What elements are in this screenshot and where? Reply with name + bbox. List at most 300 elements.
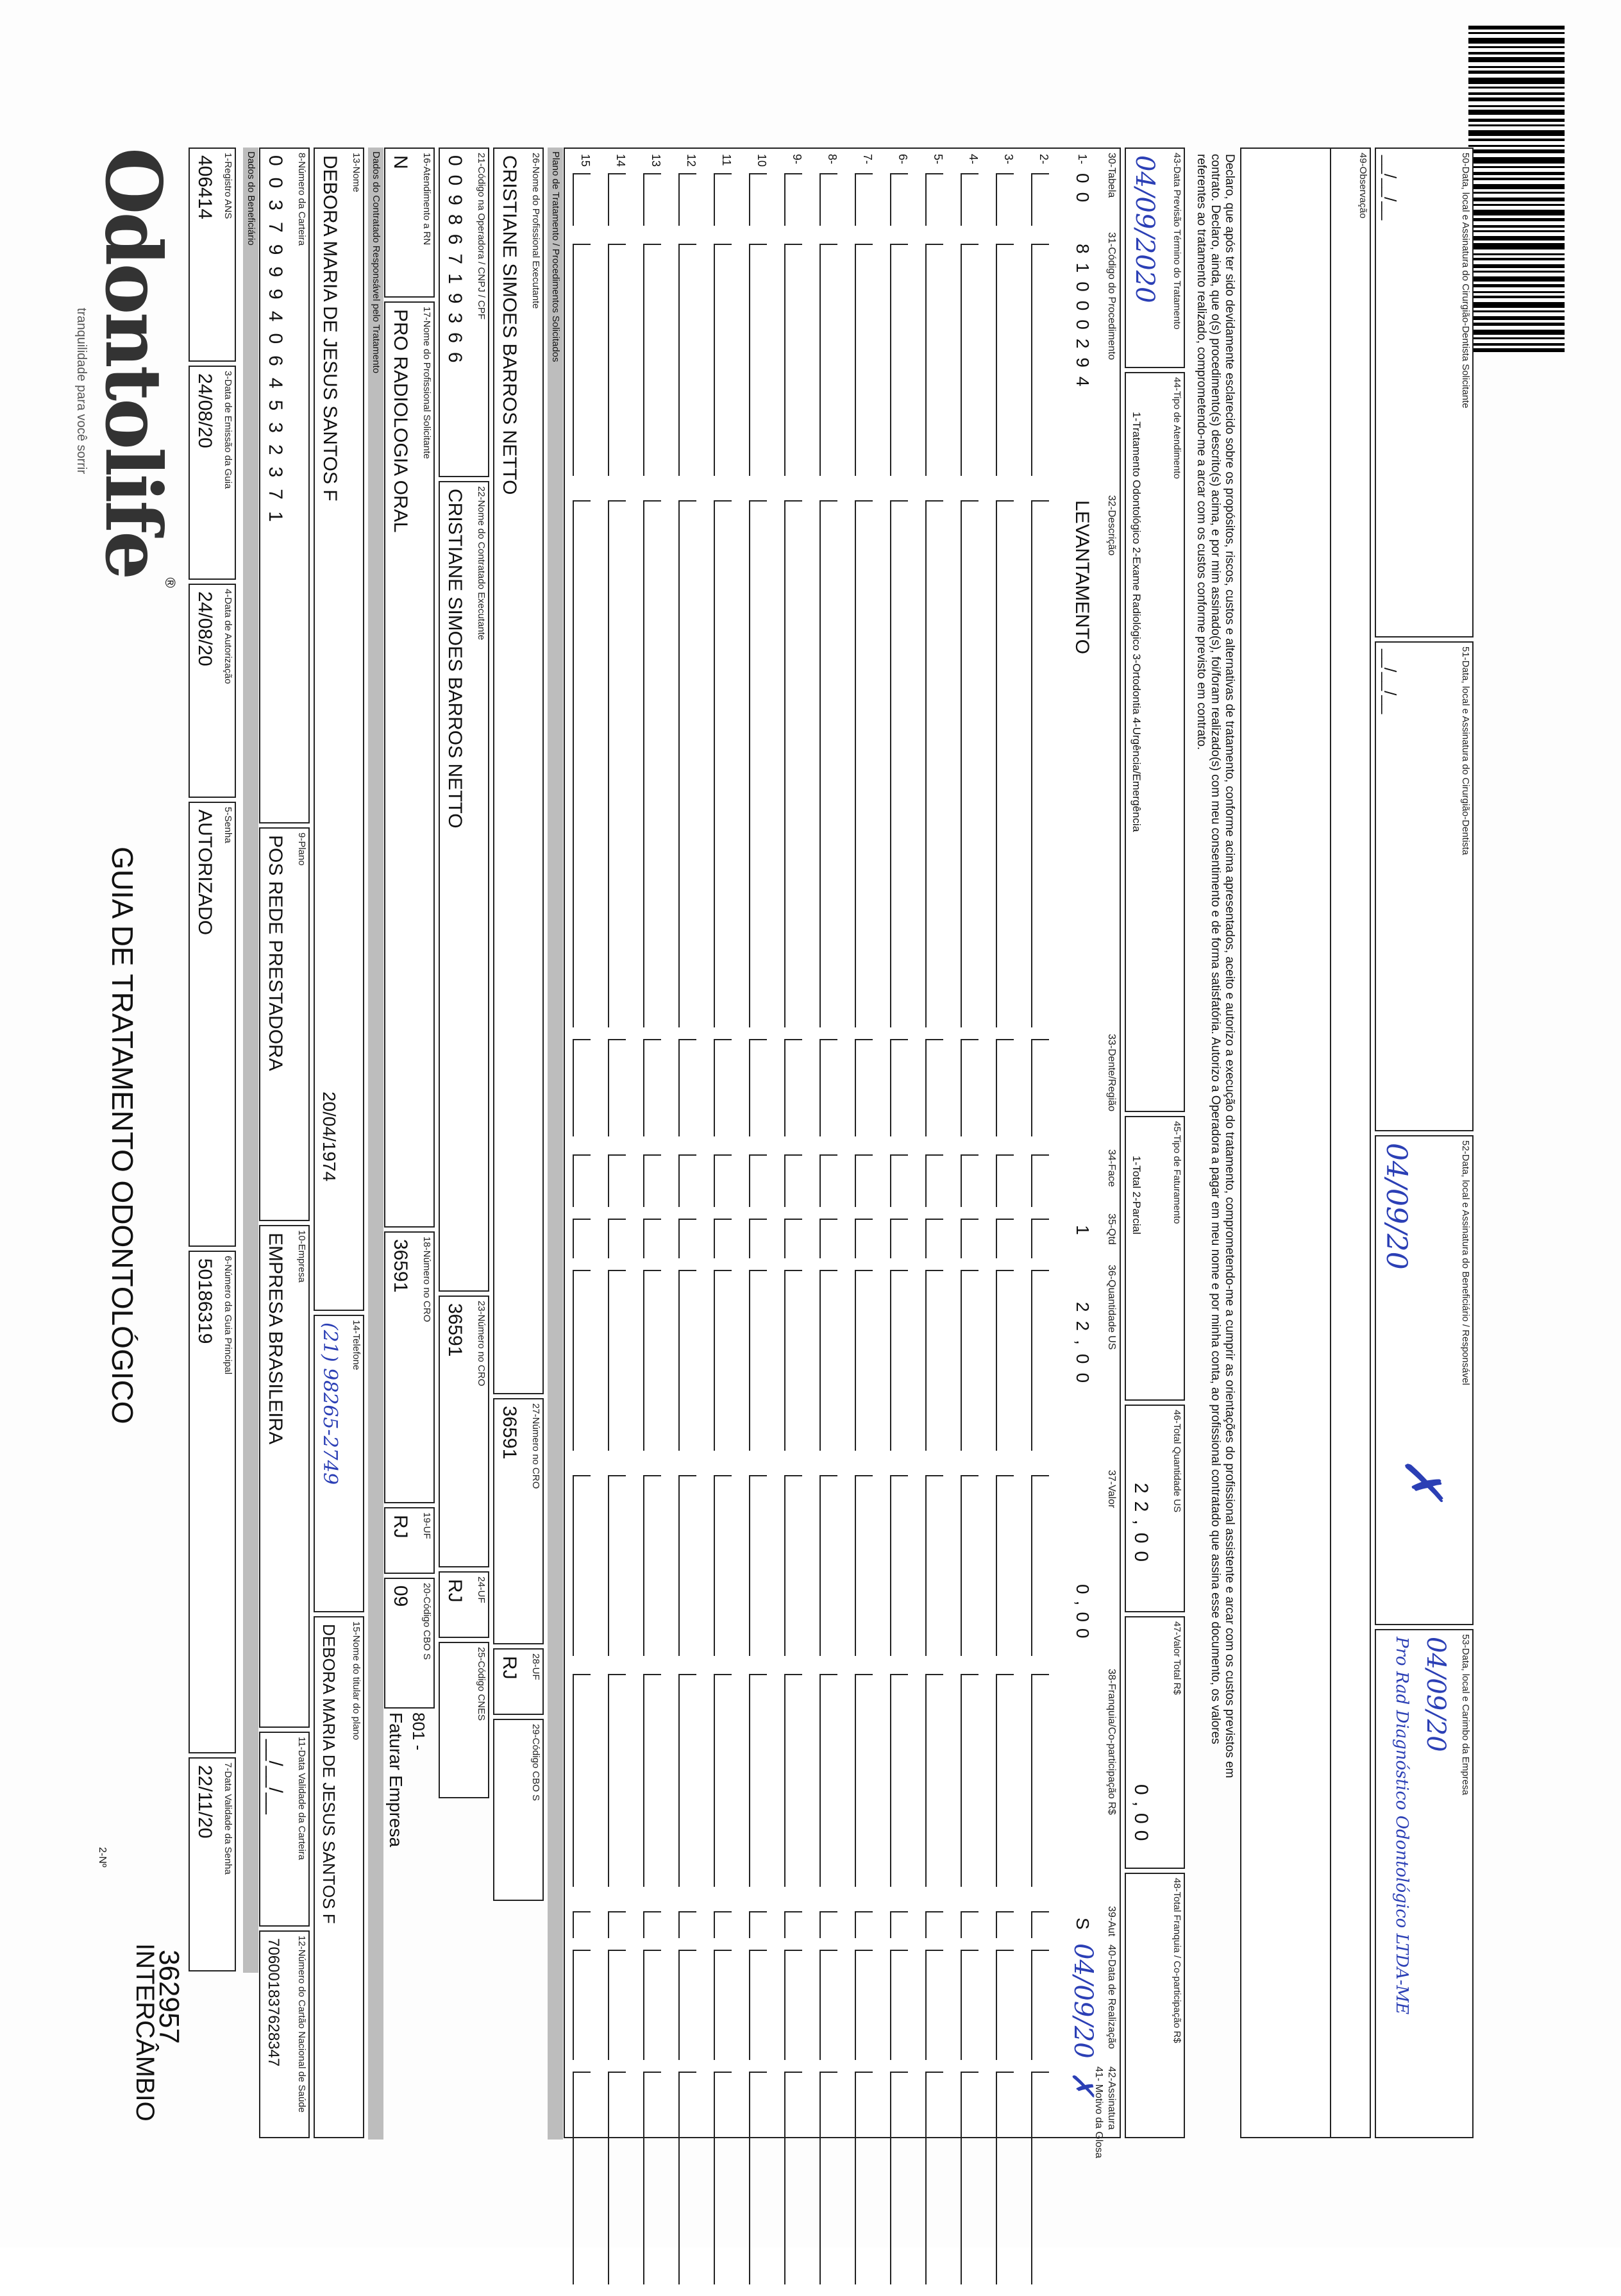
- field-15-titular: [314, 1616, 364, 2138]
- row-number: 13: [650, 154, 662, 167]
- field-value: 406414: [194, 155, 215, 220]
- beneficiary-signature: ✗: [1393, 1457, 1453, 1501]
- row-cell: [1031, 244, 1049, 476]
- field-12-cartao-nacional: [259, 1930, 310, 2138]
- row-cell: [819, 1911, 837, 1938]
- row-number: 14: [614, 154, 627, 167]
- row-cell: [819, 500, 837, 1027]
- field-label: 10-Empresa: [296, 1230, 307, 1283]
- row-cell: [643, 1475, 661, 1656]
- section-beneficiario: Dados do Beneficiário: [243, 148, 258, 1973]
- row-cell: [925, 1950, 943, 2060]
- field-label: 1-Registro ANS: [223, 153, 233, 219]
- row-cell: [608, 1270, 626, 1451]
- row-number: 5-: [932, 154, 945, 165]
- row-cell: [643, 1950, 661, 2060]
- row-cell: [608, 2072, 626, 2284]
- row-cell: [749, 244, 767, 476]
- row-cell: [714, 173, 732, 226]
- field-44-tipo-atendimento: [1125, 372, 1185, 1112]
- registered-mark: ®: [162, 577, 178, 588]
- field-label: 18-Número no CRO: [421, 1237, 432, 1322]
- col-39-aut: 39-Aut: [1106, 1906, 1117, 1937]
- procedure-row-empty: [953, 154, 991, 2296]
- row-cell: [961, 1674, 978, 1887]
- form-number-label: 2-Nº: [97, 1847, 108, 1868]
- procedures-table: [564, 148, 1121, 2159]
- row-cell: [714, 500, 732, 1027]
- row-cell: [925, 500, 943, 1027]
- col-34-face: 34-Face: [1106, 1149, 1117, 1187]
- row-cell: [678, 1674, 696, 1887]
- row-cell: [961, 244, 978, 476]
- row-cell: [573, 1154, 591, 1207]
- row-cell: [925, 1219, 943, 1258]
- form-title: GUIA DE TRATAMENTO ODONTOLÓGICO: [106, 847, 139, 1424]
- field-label: 22-Nome do Contratado Executante: [476, 486, 487, 641]
- field-options: 1-Tratamento Odontológico 2-Exame Radiológico 3-Ortodontia 4-Urgência/Emergência: [1130, 412, 1143, 832]
- row-cell: [890, 1219, 908, 1258]
- row-number: 1-: [1076, 154, 1089, 165]
- row-cell: [784, 1154, 802, 1207]
- row-cell: [749, 1270, 767, 1451]
- row-cell: [608, 500, 626, 1027]
- logo-text: Odontolife: [88, 148, 178, 578]
- declaration-text: [1194, 154, 1236, 2283]
- field-value: 09: [390, 1585, 411, 1607]
- row-cell: [678, 1911, 696, 1938]
- row-cell: [890, 1475, 908, 1656]
- row-cell: [855, 1039, 873, 1136]
- field-label: 50-Data, local e Assinatura do Cirurgião-Dentista Solicitante: [1460, 153, 1471, 409]
- col-31-codigo: 31-Código do Procedimento: [1106, 232, 1117, 360]
- row-cell: [714, 1219, 732, 1258]
- row-cell: [819, 1475, 837, 1656]
- row-cell: [749, 1475, 767, 1656]
- row-cell: [855, 244, 873, 476]
- row-cell: [819, 2072, 837, 2284]
- row-cell: [678, 1039, 696, 1136]
- row-cell: [890, 1039, 908, 1136]
- row-cell: [996, 1674, 1014, 1887]
- field-options: 1-Total 2-Parcial: [1130, 1156, 1143, 1235]
- row-cell: [890, 1674, 908, 1887]
- col-30-tabela: 30-Tabela: [1106, 153, 1117, 198]
- row-cell: [855, 1950, 873, 2060]
- procedure-row-empty: [882, 154, 921, 2296]
- field-value: CRISTIANE SIMOES BARROS NETTO: [499, 155, 520, 495]
- row-cell: [784, 244, 802, 476]
- billing-note: Faturar Empresa: [386, 1712, 406, 1848]
- row-cell: [678, 173, 696, 226]
- field-6-guia-principal: [189, 1251, 236, 1753]
- row-cell: [784, 2072, 802, 2284]
- field-label: 19-UF: [421, 1512, 432, 1539]
- row-cell: [855, 1475, 873, 1656]
- field-label: 49-Observação: [1357, 153, 1368, 219]
- row-cell: [925, 1154, 943, 1207]
- row-cell: [573, 244, 591, 476]
- declaration-line-2: contrato. Declaro, ainda, que o(s) procedimento(s) descrito(s) acima, e por mim assinado(s), foi/foram realizado(s) com meu consentimento e de forma satisfatória. Autorizo a Operadora a pagar em meu nome e por minha conta, ao profissional contratado que assina esse documento, os valores: [1209, 154, 1222, 1744]
- row-cell: [573, 1270, 591, 1451]
- field-17-solicitante: [384, 301, 435, 1228]
- field-9-plano: [259, 827, 310, 1221]
- row-number: 4-: [967, 154, 980, 165]
- field-value: 36591: [444, 1303, 466, 1357]
- row-cell: [961, 1911, 978, 1938]
- row-cell: [608, 173, 626, 226]
- row-cell: [678, 1950, 696, 2060]
- row-cell: [961, 1950, 978, 2060]
- row-cell: [643, 173, 661, 226]
- col-40-data: 40-Data de Realização: [1106, 1945, 1117, 2049]
- row-cell: [819, 1154, 837, 1207]
- field-16-rn: [384, 148, 435, 298]
- field-label: 47-Valor Total R$: [1172, 1621, 1182, 1695]
- declaration-line-3: referentes ao tratamento realizado, comprometendo-me a arcar com os custos conforme previsto em contrato.: [1195, 154, 1208, 750]
- field-7-validade-senha: [189, 1757, 236, 1971]
- row-cell: [784, 1674, 802, 1887]
- row-cell: [1031, 500, 1049, 1027]
- row-cell: [1031, 1950, 1049, 2060]
- row-cell: [1031, 1674, 1049, 1887]
- field-45-tipo-faturamento: [1125, 1116, 1185, 1401]
- row-cell: [608, 244, 626, 476]
- row-cell: [784, 500, 802, 1027]
- row-cell: [678, 1154, 696, 1207]
- row-cell: [573, 1674, 591, 1887]
- row-cell: [573, 500, 591, 1027]
- field-28-uf: [493, 1648, 544, 1715]
- field-11-validade-carteira: [259, 1732, 310, 1927]
- field-value: __/__/__: [265, 1739, 286, 1814]
- row-cell: [608, 1911, 626, 1938]
- row-code: 81000294: [1073, 244, 1093, 396]
- procedure-row-empty: [635, 154, 674, 2296]
- field-label: 45-Tipo de Faturamento: [1172, 1121, 1182, 1224]
- row-us: 22,00: [1073, 1302, 1093, 1392]
- procedure-row-empty: [565, 154, 603, 2296]
- row-cell: [749, 1674, 767, 1887]
- row-cell: [784, 1911, 802, 1938]
- field-43-previsao-termino: [1125, 148, 1185, 368]
- row-cell: [819, 1674, 837, 1887]
- procedure-row-empty: [741, 154, 780, 2296]
- field-label: 53-Data, local e Carimbo da Empresa: [1460, 1634, 1471, 1795]
- row-cell: [714, 244, 732, 476]
- field-50-assinatura-solicitante: [1375, 148, 1474, 637]
- row-cell: [714, 1270, 732, 1451]
- field-8-carteira: [259, 148, 310, 823]
- row-cell: [749, 173, 767, 226]
- row-cell: [1031, 1154, 1049, 1207]
- row-cell: [890, 173, 908, 226]
- row-value: 0,00: [1073, 1584, 1093, 1645]
- field-value: __/__/__: [1381, 155, 1400, 221]
- company-stamp: Pro Rad Diagnóstico Odontológico LTDA-ME: [1392, 1637, 1411, 2015]
- row-cell: [996, 1219, 1014, 1258]
- row-cell: [890, 500, 908, 1027]
- field-value: CRISTIANE SIMOES BARROS NETTO: [444, 489, 466, 829]
- row-cell: [890, 1950, 908, 2060]
- row-cell: [643, 1039, 661, 1136]
- row-cell: [961, 1154, 978, 1207]
- row-cell: [996, 1270, 1014, 1451]
- procedure-row-1: [1062, 154, 1100, 2296]
- row-cell: [784, 1950, 802, 2060]
- row-cell: [925, 2072, 943, 2284]
- row-cell: [608, 1475, 626, 1656]
- procedure-row-empty: [918, 154, 956, 2296]
- row-cell: [749, 1039, 767, 1136]
- col-33-dente: 33-Dente/Região: [1106, 1034, 1117, 1111]
- field-10-empresa: [259, 1225, 310, 1728]
- row-number: 2-: [1037, 154, 1050, 165]
- row-cell: [1031, 1911, 1049, 1938]
- row-cell: [855, 1154, 873, 1207]
- field-23-cro: [439, 1296, 489, 1567]
- field-13-nome: [314, 148, 364, 1311]
- field-label: 20-Código CBO S: [421, 1583, 432, 1660]
- field-22-contratado-executante: [439, 481, 489, 1292]
- row-cell: [996, 2072, 1014, 2284]
- field-20-cbo: [384, 1578, 435, 1709]
- field-value: 00379994064532371: [265, 155, 286, 534]
- row-cell: [855, 1219, 873, 1258]
- row-cell: [643, 244, 661, 476]
- section-contratado: Dados do Contratado Responsável pelo Tratamento: [368, 148, 383, 2140]
- row-cell: [1031, 2072, 1049, 2284]
- procedure-row-empty: [671, 154, 709, 2296]
- row-cell: [749, 500, 767, 1027]
- field-49-observacao: [1240, 148, 1371, 2138]
- field-label: 11-Data Validade da Carteira: [296, 1737, 307, 1861]
- row-cell: [996, 244, 1014, 476]
- field-label: 8-Número da Carteira: [296, 153, 307, 246]
- row-cell: [643, 1154, 661, 1207]
- row-number: 10: [755, 154, 768, 167]
- row-cell: [714, 1911, 732, 1938]
- field-29-cbo: [493, 1719, 544, 1901]
- row-cell: [890, 1154, 908, 1207]
- row-cell: [714, 1475, 732, 1656]
- row-cell: [678, 1219, 696, 1258]
- field-26-profissional-executante: [493, 148, 544, 1394]
- row-cell: [749, 1219, 767, 1258]
- row-cell: [714, 1039, 732, 1136]
- field-53-carimbo-empresa: [1375, 1629, 1474, 2138]
- field-label: 4-Data de Autorização: [223, 589, 233, 684]
- field-value: POS REDE PRESTADORA: [265, 835, 286, 1071]
- row-cell: [714, 1154, 732, 1207]
- row-cell: [925, 173, 943, 226]
- field-47-valor-total: [1125, 1616, 1185, 1869]
- field-value: RJ: [444, 1579, 466, 1603]
- row-signature: ✗: [1066, 2072, 1100, 2097]
- field-3-data-emissao: [189, 366, 236, 580]
- col-32-descricao: 32-Descrição: [1106, 495, 1117, 556]
- row-number: 6-: [896, 154, 909, 165]
- row-cell: [749, 2072, 767, 2284]
- row-cell: [1031, 173, 1049, 226]
- col-36-us: 36-Quantidade US: [1106, 1265, 1117, 1350]
- cbo-extra: 801 -: [409, 1712, 428, 1751]
- procedure-row-empty: [847, 154, 886, 2296]
- row-cell: [961, 2072, 978, 2284]
- row-cell: [573, 1219, 591, 1258]
- field-label: 52-Data, local e Assinatura do Beneficiário / Responsável: [1460, 1140, 1471, 1385]
- row-number: 3-: [1002, 154, 1015, 165]
- col-41-glosa: 41- Motivo da Glosa: [1093, 2066, 1104, 2159]
- col-37-valor: 37-Valor: [1106, 1470, 1117, 1508]
- row-cell: [996, 1911, 1014, 1938]
- field-5-senha: [189, 802, 236, 1247]
- row-cell: [996, 1039, 1014, 1136]
- procedure-row-empty: [777, 154, 815, 2296]
- row-cell: [643, 2072, 661, 2284]
- field-18-cro: [384, 1231, 435, 1503]
- field-value: 24/08/20: [194, 591, 215, 666]
- field-label: 9-Plano: [296, 832, 307, 866]
- row-cell: [608, 1039, 626, 1136]
- field-label: 23-Número no CRO: [476, 1301, 487, 1387]
- row-number: 8-: [826, 154, 839, 165]
- row-cell: [996, 173, 1014, 226]
- field-label: 7-Data Validade da Senha: [223, 1762, 233, 1875]
- row-cell: [573, 2072, 591, 2284]
- row-cell: [890, 1911, 908, 1938]
- field-value: RJ: [390, 1515, 411, 1539]
- row-number: 7-: [861, 154, 874, 165]
- row-cell: [784, 1475, 802, 1656]
- row-cell: [643, 1219, 661, 1258]
- row-number: 11: [720, 154, 733, 166]
- row-cell: [925, 1911, 943, 1938]
- birth-date: 20/04/1974: [319, 1092, 339, 1182]
- row-cell: [925, 1475, 943, 1656]
- row-cell: [714, 2072, 732, 2284]
- row-cell: [855, 2072, 873, 2284]
- row-cell: [961, 1219, 978, 1258]
- row-cell: [608, 1950, 626, 2060]
- row-cell: [749, 1911, 767, 1938]
- row-cell: [573, 1911, 591, 1938]
- field-label: 43-Data Previsão Término do Tratamento: [1172, 153, 1182, 330]
- field-label: 44-Tipo de Atendimento: [1172, 377, 1182, 479]
- field-4-data-autorizacao: [189, 584, 236, 798]
- row-cell: [925, 1674, 943, 1887]
- field-value: 04/09/2020: [1130, 155, 1159, 303]
- row-cell: [643, 1911, 661, 1938]
- field-27-cro: [493, 1398, 544, 1644]
- row-cell: [996, 1475, 1014, 1656]
- field-label: 51-Data, local e Assinatura do Cirurgião-Dentista: [1460, 646, 1471, 856]
- field-51-assinatura-dentista: [1375, 641, 1474, 1131]
- field-value: 0,00: [1130, 1784, 1152, 1848]
- field-25-cnes: [439, 1642, 489, 1798]
- row-cell: [749, 1154, 767, 1207]
- row-number: 12: [685, 154, 698, 167]
- field-value: DEBORA MARIA DE JESUS SANTOS F: [319, 1624, 339, 1924]
- guide-number: 362957: [153, 1950, 185, 2044]
- row-qty: 1: [1073, 1225, 1093, 1235]
- row-cell: [643, 500, 661, 1027]
- field-value: 24/08/20: [194, 373, 215, 448]
- field-label: 48-Total Franquia / Co-participação R$: [1172, 1878, 1182, 2043]
- brand-logo: [50, 148, 178, 588]
- field-value: 36591: [499, 1406, 520, 1460]
- row-cell: [996, 1950, 1014, 2060]
- procedure-row-empty: [1023, 154, 1062, 2296]
- row-cell: [784, 1270, 802, 1451]
- procedure-row-empty: [706, 154, 744, 2296]
- field-label: 27-Número no CRO: [530, 1403, 541, 1489]
- field-value: AUTORIZADO: [194, 809, 215, 936]
- declaration-line-1: Declaro, que após ter sido devidamente esclarecido sobre os propósitos, riscos, custos e alternativas de tratamento, conforme acima apresentados, aceito e autorizo a execução do tratamento, comprometendo-me a cumprir as orientações do profissional assistente e arcar com os custos previstos em: [1223, 154, 1236, 1778]
- row-cell: [714, 1674, 732, 1887]
- row-cell: [996, 500, 1014, 1027]
- field-value: 22/11/20: [194, 1765, 215, 1839]
- field-1-registro-ans: [189, 148, 236, 362]
- field-value: 36591: [390, 1239, 411, 1293]
- procedure-row-empty: [988, 154, 1027, 2296]
- field-label: 15-Nome do titular do plano: [351, 1621, 362, 1741]
- field-value: N: [390, 155, 411, 169]
- field-label: 14-Telefone: [351, 1320, 362, 1371]
- field-label: 26-Nome do Profissional Executante: [530, 153, 541, 309]
- row-cell: [961, 1475, 978, 1656]
- row-aut: S: [1073, 1918, 1093, 1930]
- row-number: 15: [579, 154, 592, 167]
- row-cell: [608, 1219, 626, 1258]
- field-label: 29-Código CBO S: [530, 1724, 541, 1802]
- row-cell: [573, 1039, 591, 1136]
- row-cell: [890, 2072, 908, 2284]
- field-value: 50186319: [194, 1258, 215, 1344]
- field-label: 46-Total Quantidade US: [1172, 1410, 1182, 1513]
- row-number: 9-: [791, 154, 803, 165]
- section-plano-tratamento: Plano de Tratamento / Procedimentos Solicitados: [548, 148, 563, 2140]
- row-cell: [1031, 1219, 1049, 1258]
- intercambio-label: INTERCÂMBIO: [131, 1943, 159, 2122]
- field-19-uf: [384, 1507, 435, 1574]
- row-cell: [784, 1219, 802, 1258]
- row-cell: [608, 1154, 626, 1207]
- row-cell: [996, 1154, 1014, 1207]
- row-cell: [819, 1039, 837, 1136]
- row-cell: [1031, 1475, 1049, 1656]
- row-cell: [855, 1911, 873, 1938]
- procedure-row-empty: [812, 154, 850, 2296]
- field-label: 21-Código na Operadora / CNPJ / CPF: [476, 153, 487, 320]
- row-cell: [890, 244, 908, 476]
- logo-slogan: tranquilidade para você sorrir: [74, 308, 88, 475]
- row-cell: [819, 1219, 837, 1258]
- row-cell: [819, 1270, 837, 1451]
- field-value: 04/09/20: [1421, 1637, 1450, 1752]
- field-label: 13-Nome: [351, 153, 362, 192]
- field-label: 6-Número da Guia Principal: [223, 1256, 233, 1375]
- row-cell: [573, 173, 591, 226]
- row-cell: [855, 173, 873, 226]
- field-value: 00986719366: [444, 155, 466, 372]
- field-value: DEBORA MARIA DE JESUS SANTOS F: [319, 155, 340, 502]
- field-label: 17-Nome do Profissional Solicitante: [421, 307, 432, 459]
- field-value: RJ: [499, 1656, 520, 1680]
- row-cell: [855, 1674, 873, 1887]
- row-cell: [819, 244, 837, 476]
- field-value: 04/09/20: [1380, 1143, 1413, 1270]
